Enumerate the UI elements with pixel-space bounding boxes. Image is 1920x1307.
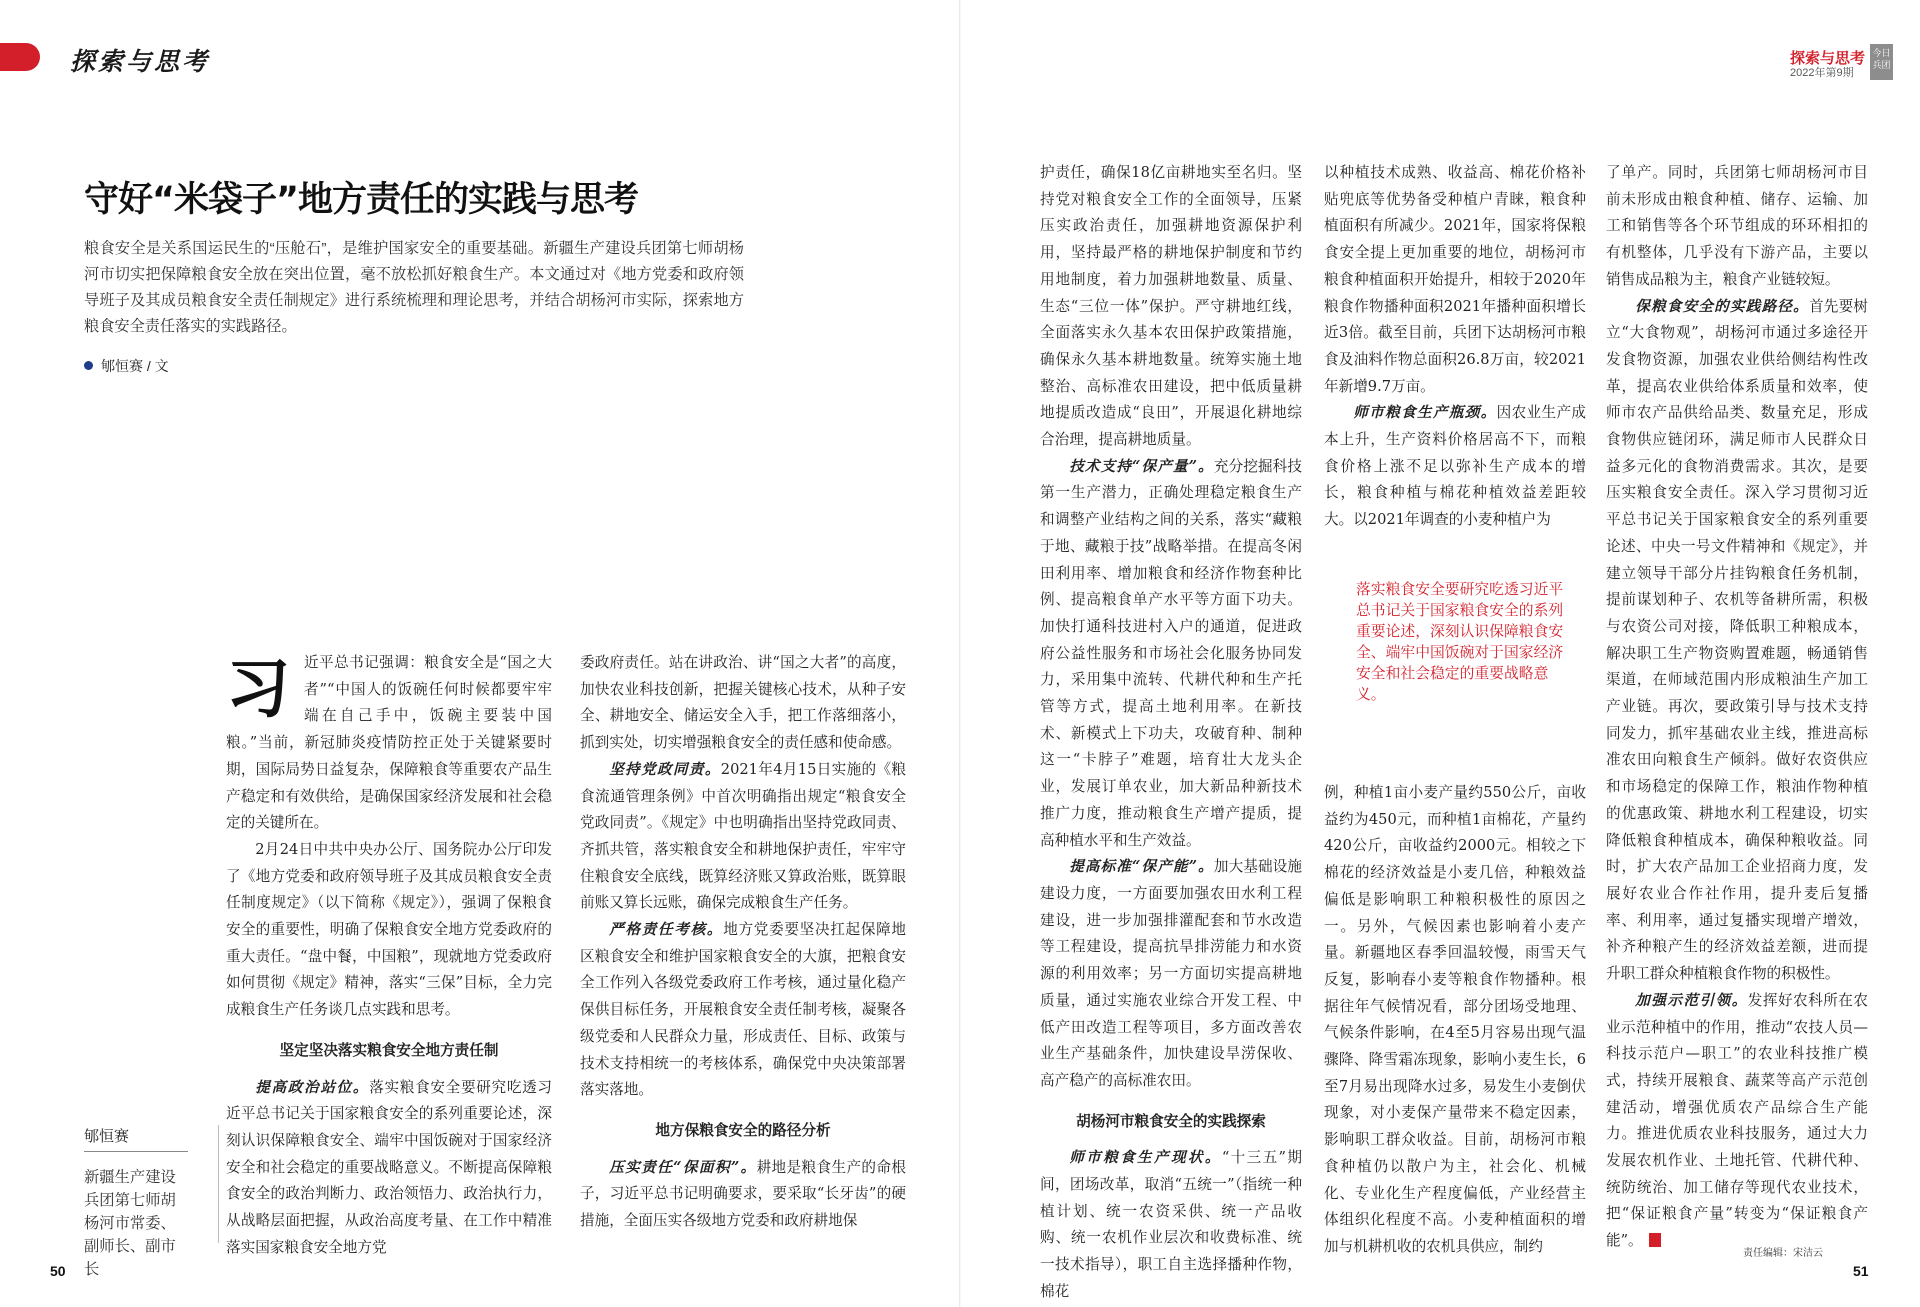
paragraph-lead: 提高政治站位。 [255,1078,370,1096]
paragraph [1606,988,1868,1255]
section-tag: 探索与思考 [70,47,211,76]
author-divider [218,1125,219,1243]
paragraph [1324,400,1586,534]
red-tab-decoration [0,43,40,71]
text-column-1 [226,650,552,1261]
article-abstract: 粮食安全是关系国运民生的“压舱石”，是维护国家安全的重要基础。新疆生产建设兵团第七师胡杨河市切实把保障粮食安全放在突出位置，毫不放松抓好粮食生产。本文通过对《地方党委和政府领导班子及其成员粮食安全责任制规定》进行系统梳理和理论思考，并结合胡杨河市实际，探索地方粮食安全责任落实的实践路径。 [84,240,744,335]
magazine-badge: 今日 兵团 [1870,44,1893,80]
paragraph-lead: 严格责任考核。 [609,921,724,939]
paragraph-text: 地方党委要坚决扛起保障地区粮食安全和维护国家粮食安全的大旗，把粮食安全工作列入各级党委政府工作考核，通过量化稳产保供目标任务，开展粮食安全责任制考核，凝聚各级党委和人民群众力量，形成责任、目标、政策与技术支持相统一的考核体系，确保党中央决策部署落实落地。 [580,921,906,1099]
text-column-2 [580,650,906,1235]
paragraph-text: 近平总书记强调：粮食安全是“国之大者”“中国人的饭碗任何时候都要牢牢端在自己手中，饭碗主要装中国粮。”当前，新冠肺炎疫情防控正处于关键紧要时期，国际局势日益复杂，保障粮食等重要农产品生产稳定和有效供给，是确保国家经济发展和社会稳定的关键所在。 [226,654,552,832]
byline [84,356,169,376]
magazine-name: 探索与思考 [1790,50,1866,67]
text-column-3 [1040,160,1302,1306]
author-name: 郇恒赛 [84,1125,188,1152]
paragraph [1606,294,1868,988]
section-heading: 胡杨河市粮食安全的实践探索 [1076,1112,1266,1130]
paragraph: 2月24日中共中央办公厅、国务院办公厅印发了《地方党委和政府领导班子及其成员粮食安全责任制度规定》（以下简称《规定》），强调了保粮食安全的重要性，明确了保粮食安全地方党委政府的重大责任。“盘中餐，中国粮”，现就地方党委政府如何贯彻《规定》精神，落实“三保”目标，全力完成粮食生产任务谈几点实践和思考。 [226,840,552,1019]
article-title: 守好“米袋子”地方责任的实践与思考 [84,180,639,220]
pull-quote: 落实粮食安全要研究吃透习近平总书记关于国家粮食安全的系列重要论述，深刻认识保障粮食安全、端牢中国饭碗对于国家经济安全和社会稳定的重要战略意义。 [1356,582,1564,703]
dropcap: 习 [226,652,290,727]
section-heading: 坚定坚决落实粮食安全地方责任制 [279,1041,499,1059]
paragraph: 护责任，确保18亿亩耕地实至名归。坚持党对粮食安全工作的全面领导，压紧压实政治责任，加强耕地资源保护利用，坚持最严格的耕地保护制度和节约用地制度，着力加强耕地数量、质量、生态“三位一体”保护。严守耕地红线，全面落实永久基本农田保护政策措施，确保永久基本耕地数量。统筹实施土地整治、高标准农田建设，把中低质量耕地提质改造成“良田”，开展退化耕地综合治理，提高耕地质量。 [1040,164,1302,449]
paragraph [580,1155,906,1235]
text-column-4-bottom [1324,780,1586,1261]
paragraph-lead: 师市粮食生产瓶颈。 [1353,404,1497,422]
paragraph-lead: 提高标准“保产能”。 [1069,858,1214,876]
paragraph-lead: 加强示范引领。 [1635,991,1748,1009]
text-column-5 [1606,160,1868,1255]
paragraph-lead: 技术支持“保产量”。 [1069,457,1214,475]
author-box [84,1125,188,1281]
paragraph-text: “十三五”期间，团场改革，取消“五统一”（指统一种植计划、统一农资采供、统一产品收购、统一农机作业层次和收费标准、统一技术指导），职工自主选择播种作物，棉花 [1040,1149,1302,1300]
paragraph [580,917,906,1104]
paragraph: 例，种植1亩小麦产量约550公斤，亩收益约为450元，而种植1亩棉花，产量约420公斤，亩收益约2000元。相较之下棉花的经济效益是小麦几倍，种粮效益偏低是影响职工种粮积极性的原因之一。另外，气候因素也影响着小麦产量。新疆地区春季回温较慢，雨雪天气反复，影响春小麦等粮食作物播种。根据往年气候情况看，部分团场受地理、气候条件影响，在4至5月容易出现气温骤降、降雪霜冻现象，影响小麦生长，6至7月易出现降水过多，易发生小麦倒伏现象，对小麦保产量带来不稳定因素，影响职工群众收益。目前，胡杨河市粮食种植仍以散户为主，社会化、机械化、专业化生产程度偏低，产业经营主体组织化程度不高。小麦种植面积的增加与机耕机收的农机具供应，制约 [1324,784,1586,1255]
paragraph [226,1075,552,1262]
text-column-4-top [1324,160,1586,534]
paragraph-text: 2021年4月15日实施的《粮食流通管理条例》中首次明确指出规定“粮食安全党政同责”。《规定》中也明确指出坚持党政同责、齐抓共管，落实粮食安全和耕地保护责任，牢牢守住粮食安全底线，既算经济账又算政治账，既算眼前账又算长远账，确保完成粮食生产任务。 [580,760,906,912]
paragraph-text: 发挥好农科所在农业示范种植中的作用，推动“农技人员—科技示范户—职工”的农业科技推广模式，持续开展粮食、蔬菜等高产示范创建活动，增强优质农产品综合生产能力。推进优质农业科技服务，通过大力发展农机作业、土地托管、代耕代种、统防统治、加工储存等现代农业技术，把“保证粮食产量”转变为“保证粮食产能”。 [1606,991,1868,1250]
page-number-left: 50 [50,1263,66,1279]
paragraph-text: 加大基础设施建设力度，一方面要加强农田水利工程建设，进一步加强排灌配套和节水改造等工程建设，提高抗旱排涝能力和水资源的利用效率；另一方面切实提高耕地质量，通过实施农业综合开发工程、中低产田改造工程等项目，多方面改善农业生产基础条件，加快建设旱涝保收、高产稳产的高标准农田。 [1040,858,1302,1089]
magazine-issue: 2022年第9期 [1790,67,1854,79]
paragraph-text: 充分挖掘科技第一生产潜力，正确处理稳定粮食生产和调整产业结构之间的关系，落实“藏粮于地、藏粮于技”战略举措。在提高冬闲田利用率、增加粮食和经济作物套种比例、提高粮食单产水平等方面下功夫。加快打通科技进村入户的通道，促进政府公益性服务和市场社会化服务协同发力，采用集中流转、代耕代种和生产托管等方式，提高土地利用率。在新技术、新模式上下功夫，攻破育种、制种这一“卡脖子”难题，培育壮大龙头企业，发展订单农业，加大新品种新技术推广力度，推动粮食生产增产提质，提高种植水平和生产效益。 [1040,457,1302,849]
paragraph [1040,454,1302,855]
byline-dot-icon [84,361,93,370]
paragraph [580,757,906,917]
paragraph [1040,1145,1302,1305]
paragraph-text: 首先要树立“大食物观”，胡杨河市通过多途径开发食物资源，加强农业供给侧结构性改革，提高农业供给体系质量和效率，使师市农产品供给品类、数量充足，形成食物供应链闭环，满足师市人民群众日益多元化的食物消费需求。其次，是要压实粮食安全责任。深入学习贯彻习近平总书记关于国家粮食安全的系列重要论述、中央一号文件精神和《规定》，并建立领导干部分片挂钩粮食任务机制，提前谋划种子、农机等备耕所需，积极与农资公司对接，降低职工种粮成本，解决职工生产物资购置难题，畅通销售渠道，在师域范围内形成粮油生产加工产业链。再次，要政策引导与技术支持同发力，抓牢基础农业主线，推进高标准农田向粮食生产倾斜。做好农资供应和市场稳定的保障工作，粮油作物种植的优惠政策、耕地水利工程建设，切实降低粮食种植成本，确保种粮收益。同时，扩大农产品加工企业招商力度，发展好农业合作社作用，提升麦后复播率、利用率，通过复播实现增产增效，补齐种粮产生的经济效益差额，进而提升职工群众种植粮食作物的积极性。 [1606,297,1868,983]
page-number-right: 51 [1853,1263,1869,1279]
paragraph-lead: 师市粮食生产现状。 [1069,1149,1222,1167]
editor-credit: 责任编辑：宋洁云 [1743,1248,1823,1259]
paragraph-text: 因农业生产成本上升，生产资料价格居高不下，而粮食价格上涨不足以弥补生产成本的增长，粮食种植与棉花种植效益差距较大。以2021年调查的小麦种植户为 [1324,404,1586,529]
paragraph-lead: 压实责任“保面积”。 [609,1158,757,1176]
paragraph: 以种植技术成熟、收益高、棉花价格补贴兜底等优势备受种植户青睐，粮食种植面积有所减少。2021年，国家将保粮食安全提上更加重要的地位，胡杨河市粮食种植面积开始提升，相较于2020年粮食作物播种面积2021年播种面积增长近3倍。截至目前，兵团下达胡杨河市粮食及油料作物总面积26.8万亩，较2021年新增9.7万亩。 [1324,164,1586,395]
author-bio: 新疆生产建设兵团第七师胡杨河市常委、副师长、副市长 [84,1169,176,1278]
paragraph [1040,854,1302,1094]
paragraph-lead: 保粮食安全的实践路径。 [1635,297,1809,315]
paragraph-text: 耕地是粮食生产的命根子，习近平总书记明确要求，要采取“长牙齿”的硬措施，全面压实各级地方党委和政府耕地保 [580,1158,906,1230]
section-heading: 地方保粮食安全的路径分析 [655,1121,831,1139]
paragraph [226,650,552,837]
end-mark-icon [1649,1233,1661,1247]
paragraph-lead: 坚持党政同责。 [609,760,721,778]
paragraph: 了单产。同时，兵团第七师胡杨河市目前未形成由粮食种植、储存、运输、加工和销售等各个环节组成的环环相扣的有机整体，几乎没有下游产品，主要以销售成品粮为主，粮食产业链较短。 [1606,164,1868,288]
paragraph-text: 落实粮食安全要研究吃透习近平总书记关于国家粮食安全的系列重要论述，深刻认识保障粮食安全、端牢中国饭碗对于国家经济安全和社会稳定的重要战略意义。不断提高保障粮食安全的政治判断力、政治领悟力、政治执行力，从战略层面把握，从政治高度考量、在工作中精准落实国家粮食安全地方党 [226,1078,552,1256]
byline-text: 郇恒赛 / 文 [101,358,169,374]
page-gutter [959,0,961,1307]
paragraph: 委政府责任。站在讲政治、讲“国之大者”的高度，加快农业科技创新，把握关键核心技术，从种子安全、耕地安全、储运安全入手，把工作落细落小，抓到实处，切实增强粮食安全的责任感和使命感。 [580,654,906,752]
